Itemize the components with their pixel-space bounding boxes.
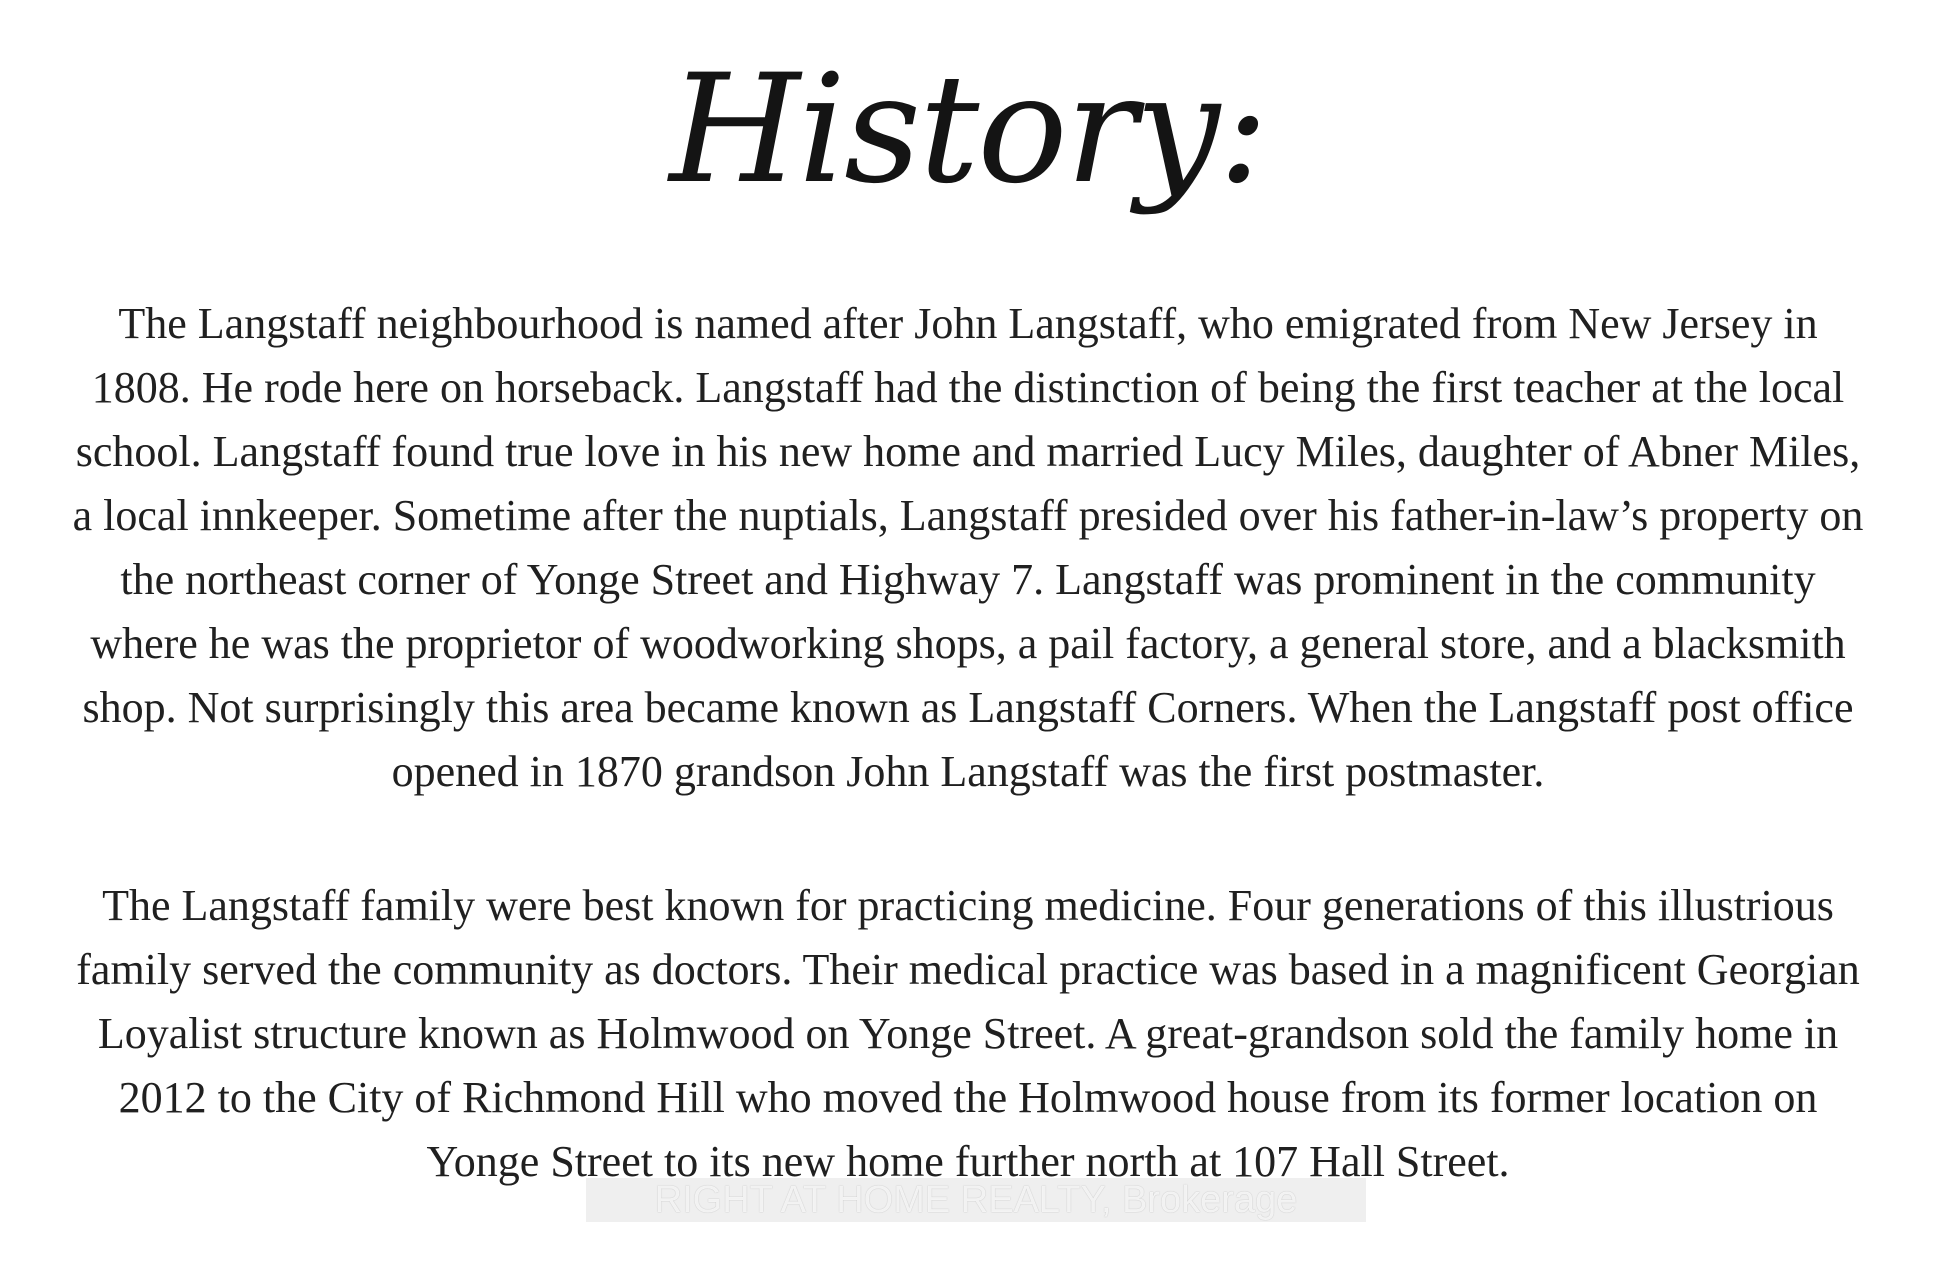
history-paragraph-1 [0, 292, 1936, 804]
history-paragraph-2 [0, 874, 1936, 1194]
paragraph-line: shop. Not surprisingly this area became known as Langstaff Corners. When the Langstaff post office [82, 683, 1854, 732]
paragraph-line: 2012 to the City of Richmond Hill who moved the Holmwood house from its former location on [118, 1073, 1818, 1122]
paragraph-line: The Langstaff neighbourhood is named after John Langstaff, who emigrated from New Jersey in [118, 299, 1818, 348]
paragraph-line: 1808. He rode here on horseback. Langstaff had the distinction of being the first teacher at the local [91, 363, 1845, 412]
page-title: History: [669, 43, 1267, 217]
paragraph-line: family served the community as doctors. Their medical practice was based in a magnificent Georgian [76, 945, 1860, 994]
brokerage-watermark: RIGHT AT HOME REALTY, Brokerage [586, 1178, 1366, 1222]
paragraph-line: The Langstaff family were best known for practicing medicine. Four generations of this illustrious [102, 881, 1834, 930]
paragraph-line: opened in 1870 grandson John Langstaff was the first postmaster. [391, 747, 1545, 796]
paragraph-line: Loyalist structure known as Holmwood on Yonge Street. A great-grandson sold the family home in [97, 1009, 1839, 1058]
paragraph-line: school. Langstaff found true love in his new home and married Lucy Miles, daughter of Abner Miles, [75, 427, 1861, 476]
paragraph-line: a local innkeeper. Sometime after the nuptials, Langstaff presided over his father-in-law’s property on [72, 491, 1864, 540]
paragraph-line: where he was the proprietor of woodworking shops, a pail factory, a general store, and a blacksmith [90, 619, 1846, 668]
paragraph-line: Yonge Street to its new home further north at 107 Hall Street. [426, 1137, 1510, 1186]
paragraph-line: the northeast corner of Yonge Street and Highway 7. Langstaff was prominent in the community [120, 555, 1816, 604]
